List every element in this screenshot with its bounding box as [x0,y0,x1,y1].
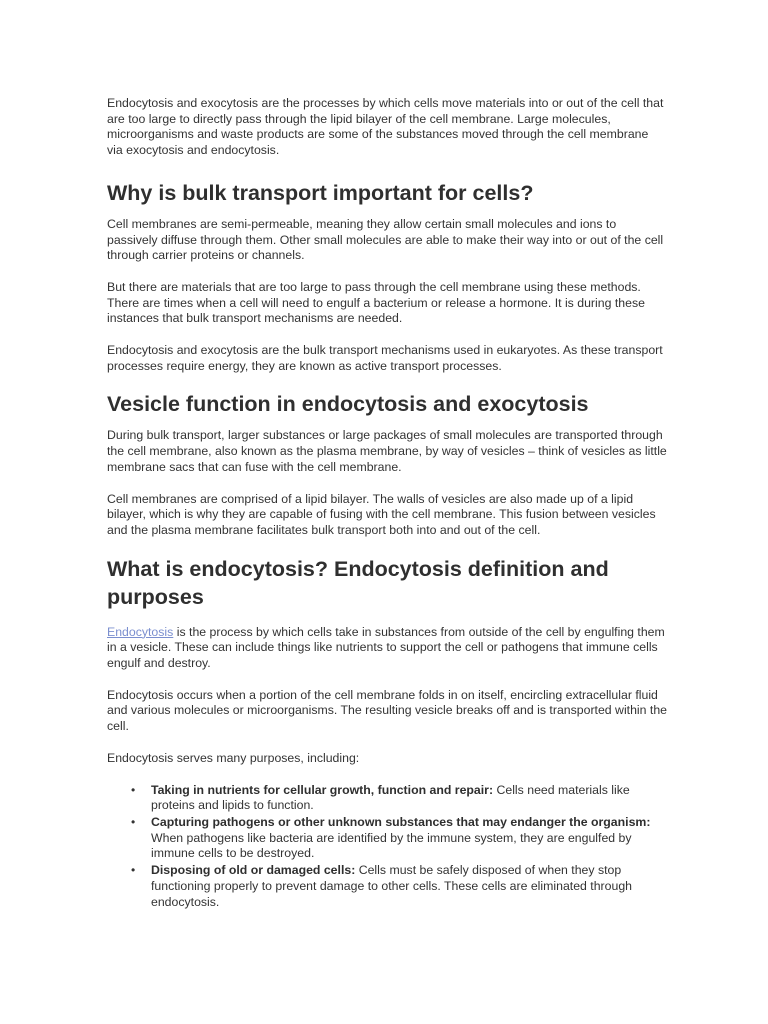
list-item-title: Disposing of old or damaged cells: [151,863,356,878]
heading-endocytosis-definition: What is endocytosis? Endocytosis definition and purposes [107,556,609,609]
definition-text: is the process by which cells take in substances from outside of the cell by engulfing them in a vesicle. These can include things like nutrients to support the cell or pathogens that immune cells engulf and destroy. [107,624,665,671]
paragraph-membrane-folds: Endocytosis occurs when a portion of the cell membrane folds in on itself, encircling extracellular fluid and various molecules or microorganisms. The resulting vesicle breaks off and is transported within the cell. [107,687,668,734]
paragraph-too-large: But there are materials that are too large to pass through the cell membrane using these methods. There are times when a cell will need to engulf a bacterium or release a hormone. It is during these instances that bulk transport mechanisms are needed. [107,279,645,326]
list-item [131,814,667,862]
paragraph-lipid-bilayer: Cell membranes are comprised of a lipid bilayer. The walls of vesicles are also made up of a lipid bilayer, which is why they are capable of fusing with the cell membrane. This fusion between vesicles and the plasma membrane facilitates bulk transport both into and out of the cell. [107,491,656,537]
paragraph-eukaryotes: Endocytosis and exocytosis are the bulk transport mechanisms used in eukaryotes. As these transport processes require energy, they are known as active transport processes. [107,343,663,373]
list-item-text: Cells need materials like proteins and lipids to function. [151,782,630,813]
bullet-icon: • [131,782,136,797]
list-item-text: Cells must be safely disposed of when they stop functioning properly to prevent damage to other cells. These cells are eliminated through endocytosis. [151,863,632,909]
bullet-icon: • [131,814,136,829]
list-item-title: Taking in nutrients for cellular growth, function and repair: [151,782,494,797]
paragraph-endocytosis-definition [107,625,667,672]
document-page [107,96,667,911]
heading-bulk-transport: Why is bulk transport important for cells? [107,180,534,205]
paragraph-purposes-intro: Endocytosis serves many purposes, including: [107,750,360,765]
list-item-title: Capturing pathogens or other unknown substances that may endanger the organism: [151,814,651,829]
intro-paragraph: Endocytosis and exocytosis are the processes by which cells move materials into or out of the cell that are too large to directly pass through the lipid bilayer of the cell membrane. Large molecules, microorganisms and waste products are some of the substances moved through the cell membrane via exocytosis and endocytosis. [107,96,664,158]
heading-vesicle-function: Vesicle function in endocytosis and exocytosis [107,392,589,417]
bullet-icon: • [131,863,136,878]
paragraph-vesicles: During bulk transport, larger substances or large packages of small molecules are transported through the cell membrane, also known as the plasma membrane, by way of vesicles – think of vesicles as little membrane sacs that can fuse with the cell membrane. [107,428,667,474]
list-item [131,863,667,910]
list-item [131,782,667,814]
purposes-list [107,783,667,911]
paragraph-semi-permeable: Cell membranes are semi-permeable, meaning they allow certain small molecules and ions to passively diffuse through them. Other small molecules are able to make their way into or out of the cell through carrier proteins or channels. [107,216,664,263]
list-item-text: When pathogens like bacteria are identified by the immune system, they are engulfed by immune cells to be destroyed. [151,830,632,861]
endocytosis-link[interactable]: Endocytosis [107,624,174,639]
